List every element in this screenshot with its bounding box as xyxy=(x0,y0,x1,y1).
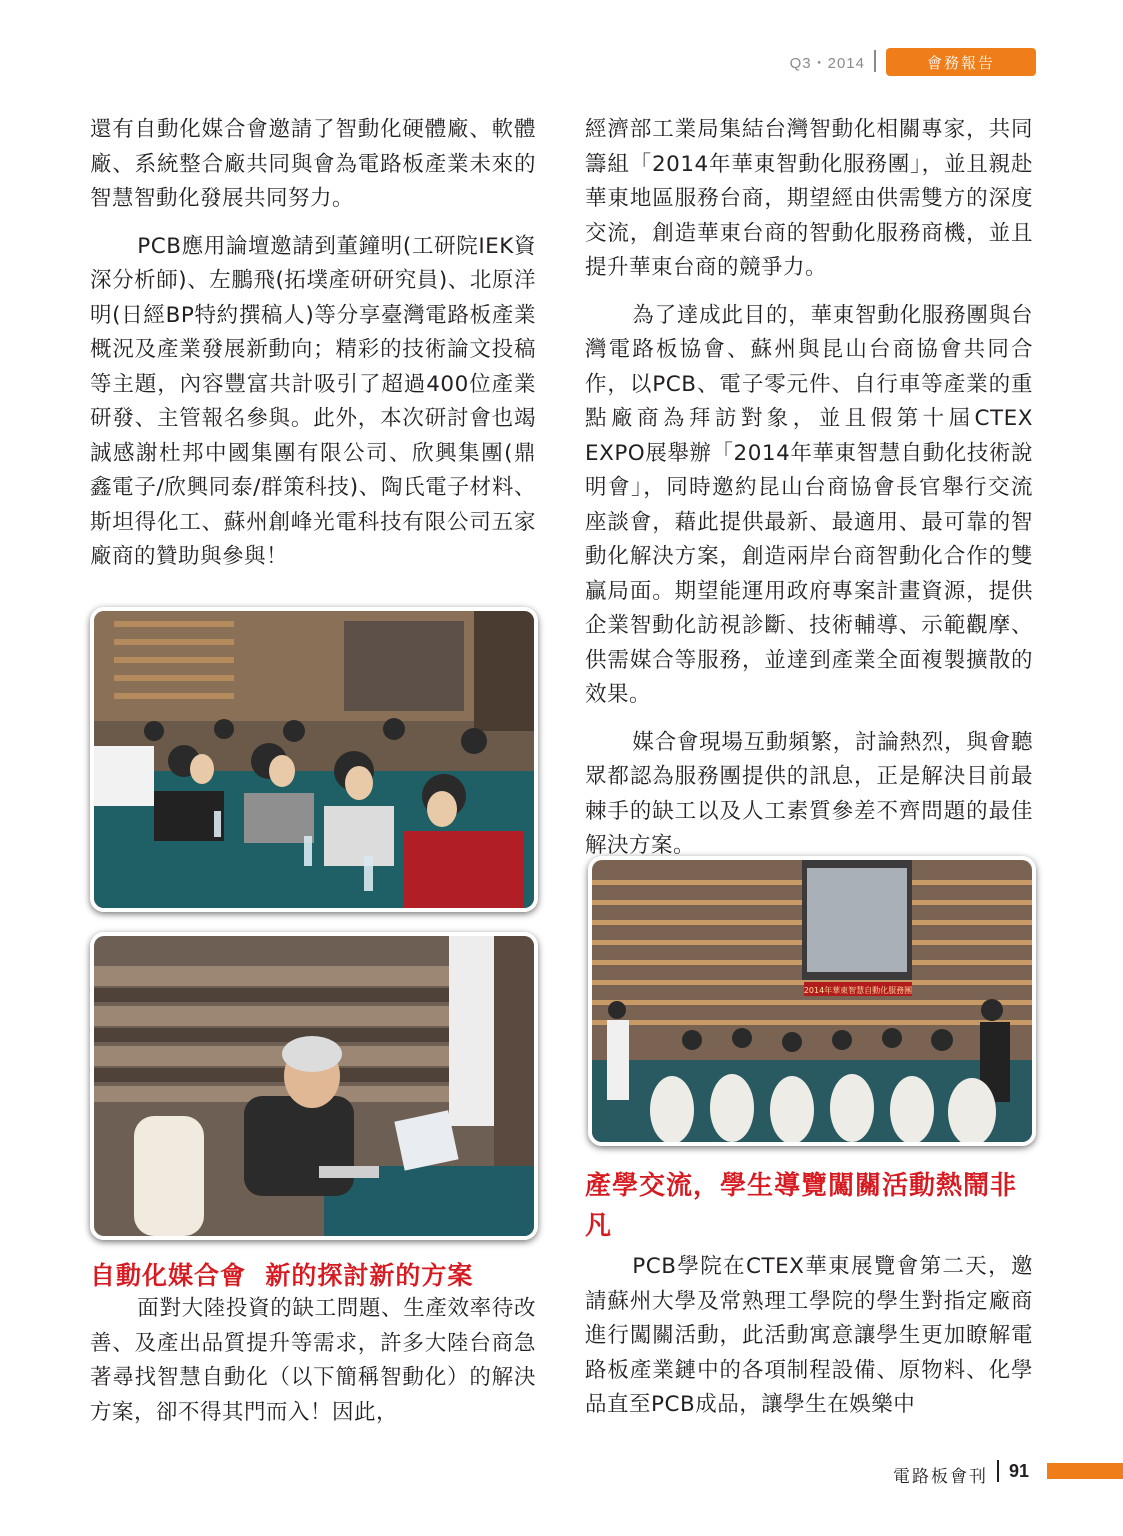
presentation-hall-photo xyxy=(588,856,1036,1146)
section-heading-industry-academia: 產學交流，學生導覽闖關活動熱鬧非凡 xyxy=(585,1171,1018,1241)
right-paragraph-2: 為了達成此目的，華東智動化服務團與台灣電路板協會、蘇州與昆山台商協會共同合作，以PCB、電子零元件、自行車等產業的重點廠商為拜訪對象，並且假第十屆CTEX EXPO展舉辦「2014年華東智慧自動化技術說明會」，同時邀約昆山台商協會長官舉行交流座談會，藉此提供最新、最適用、最可靠的智動化解決方案，創造兩岸台商智動化合作的雙贏局面。期望能運用政府專案計畫資源，提供企業智動化訪視診斷、技術輔導、示範觀摩、供需媒合等服務，並達到產業全面複製擴散的效果。 xyxy=(585,302,1033,707)
issue-label: Q3・2014 xyxy=(789,55,865,72)
right-paragraph-4: PCB學院在CTEX華東展覽會第二天，邀請蘇州大學及常熟理工學院的學生對指定廠商進行闖關活動，此活動寓意讓學生更加瞭解電路板產業鏈中的各項制程設備、原物料、化學品直至PCB成品，讓學生在娛樂中 xyxy=(585,1254,1033,1417)
section-heading-matchmaking: 自動化媒合會 新的探討新的方案 xyxy=(90,1261,474,1290)
right-column-top xyxy=(585,113,1033,864)
footer-divider xyxy=(997,1460,999,1482)
right-column-bottom xyxy=(585,1250,1033,1423)
right-paragraph-3: 媒合會現場互動頻繁，討論熱烈，與會聽眾都認為服務團提供的訊息，正是解決目前最棘手的缺工以及人工素質參差不齊問題的最佳解決方案。 xyxy=(585,729,1033,858)
left-column-top xyxy=(90,113,536,575)
left-paragraph-1: 還有自動化媒合會邀請了智動化硬體廠、軟體廠、系統整合廠共同與會為電路板產業未來的智慧智動化發展共同努力。 xyxy=(90,117,536,211)
page-number: 91 xyxy=(1009,1461,1030,1481)
speaker-photo xyxy=(90,932,538,1240)
journal-title: 電路板會刊 xyxy=(893,1467,988,1487)
right-paragraph-1: 經濟部工業局集結台灣智動化相關專家，共同籌組「2014年華東智動化服務團」，並且親赴華東地區服務台商，期望經由供需雙方的深度交流，創造華東台商的智動化服務商機，並且提升華東台商的競爭力。 xyxy=(585,117,1033,280)
left-paragraph-3: 面對大陸投資的缺工問題、生產效率待改善、及產出品質提升等需求，許多大陸台商急著尋找智慧自動化（以下簡稱智動化）的解決方案，卻不得其門而入！因此， xyxy=(90,1296,536,1425)
left-paragraph-2: PCB應用論壇邀請到董鐘明(工研院IEK資深分析師)、左鵬飛(拓墣產研研究員)、北原洋明(日經BP特約撰稿人)等分享臺灣電路板產業概況及產業發展新動向；精彩的技術論文投稿等主題，內容豐富共計吸引了超過400位產業研發、主管報名參與。此外，本次研討會也竭誠感謝杜邦中國集團有限公司、欣興集團(鼎鑫電子/欣興同泰/群策科技)、陶氏電子材料、斯坦得化工、蘇州創峰光電科技有限公司五家廠商的贊助與參與！ xyxy=(90,233,536,569)
header-divider xyxy=(874,50,876,72)
banner-text: 2014年華東智慧自動化服務團 xyxy=(803,986,913,995)
left-column-bottom xyxy=(90,1292,536,1430)
section-tag: 會務報告 xyxy=(886,48,1036,76)
footer-accent-bar xyxy=(1047,1463,1123,1479)
audience-photo xyxy=(90,607,538,912)
